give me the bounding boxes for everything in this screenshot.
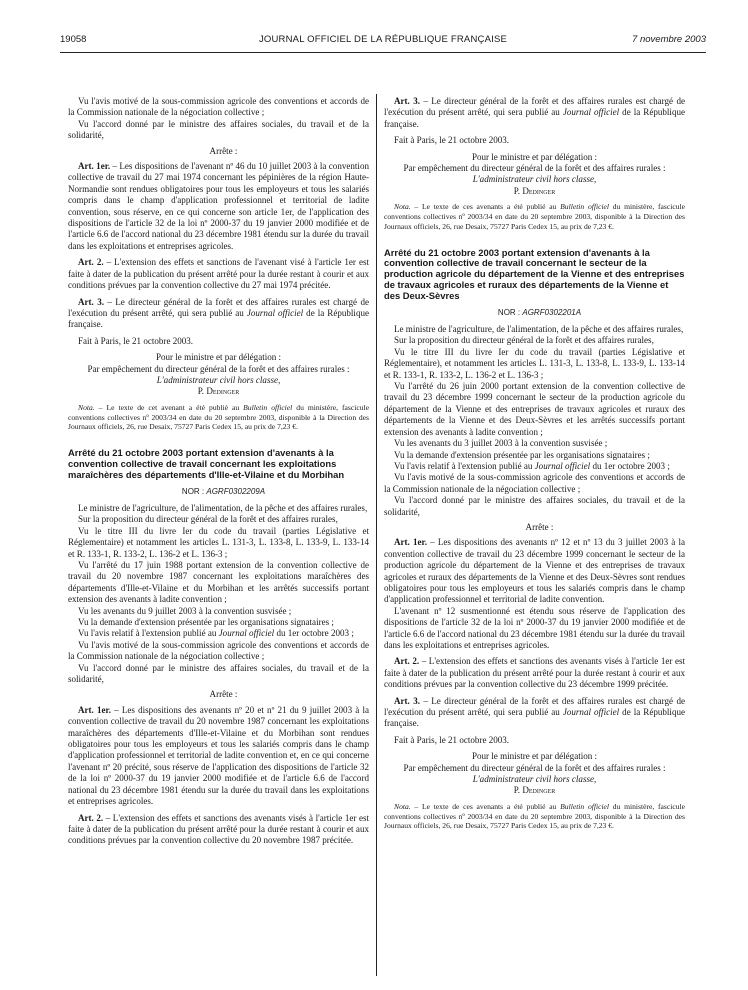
signature-place-date: Fait à Paris, le 21 octobre 2003. <box>78 335 194 346</box>
arrete-heading: Arrête : <box>525 521 554 532</box>
article-2: Art. 2. – L'extension des effets et sanctions des avenants visés à l'article 1er est faite à dater de la publication du présent arrêté pour la durée restant à courir et aux conditions prévues par la convention collective du 20 novembre 1987 précitée. <box>68 812 370 846</box>
article-1: Art. 1er. – Les dispositions des avenants nº 12 et nº 13 du 3 juillet 2003 à la convention collective de travail du 23 décembre 1999 concernant le secteur de la production agricole du département de la Vienne et des entreprises de travaux agricoles et ruraux des départements de la Vienne et des Deux-Sèvres sont rendues obligatoires pour tous les employeurs et tous les salariés compris dans le champ d'application professionnel et territorial de ladite convention. <box>384 537 686 605</box>
signature-title: L'administrateur civil hors classe, <box>472 774 597 785</box>
visa: Vu l'avis motivé de la sous-commission agricole des conventions et accords de la Commission nationale de la négociation collective ; <box>68 639 369 662</box>
right-column <box>384 96 685 831</box>
visa: Vu la demande d'extension présentée par les organisations signataires ; <box>394 449 650 460</box>
signatory-name: P. Dedinger <box>513 185 556 196</box>
arrete-heading: Arrête : <box>209 145 238 156</box>
visa: Vu l'accord donné par le ministre des affaires sociales, du travail et de la solidarité, <box>384 495 685 517</box>
visa: Vu l'arrêté du 26 juin 2000 portant extension de la convention collective de travail du 23 décembre 1999 concernant le secteur de la production agricole du département de la Vienne et des entreprises de travaux agricoles et ruraux des départements de la Vienne et des Deux-Sèvres et les arrêtés successifs portant extension des avenants à ladite convention ; <box>384 381 685 437</box>
visa: Vu l'avis motivé de la sous-commission agricole des conventions et accords de la Commission nationale de la négociation collective ; <box>68 96 369 118</box>
signature-line: Pour le ministre et par délégation : <box>155 352 282 363</box>
visa: Vu les avenants du 3 juillet 2003 à la convention susvisée ; <box>394 438 608 449</box>
visa: Vu l'avis motivé de la sous-commission agricole des conventions et accords de la Commission nationale de la négociation collective ; <box>384 472 685 494</box>
article-1: Art. 1er. – Les dispositions des avenants nº 20 et nº 21 du 9 juillet 2003 à la convention collective de travail du 20 novembre 1987 concernant les exploitations maraîchères des départements d'Ille-et-Vilaine et du Morbihan sont rendues obligatoires pour tous les employeurs et tous les salariés compris dans le champ d'application professionnel et territorial de ladite convention et, en ce qui concerne l'avenant nº 20 précité, sous réserve de l'application des dispositions de l'article 32 de la loi nº 2000-37 du 19 janvier 2000 modifiée et de l'article 6.6 de l'accord national du 23 décembre 1981 étendu sur la durée du travail dans les exploitations et entreprises agricoles. <box>68 704 370 807</box>
nota-note: Nota. – Le texte de ces avenants a été publié au Bulletin officiel du ministère, fascicule conventions collectives nº 2003/34 en date du 20 septembre 2003, disponible à la Direction des Journaux officiels, 26, rue Desaix, 75727 Paris Cedex 15, au prix de 7,23 €. <box>384 801 685 831</box>
signature-line: Par empêchement du directeur général de la forêt et des affaires rurales : <box>403 762 666 773</box>
visa: Vu l'arrêté du 17 juin 1988 portant extension de la convention collective de travail du 20 novembre 1987 concernant les exploitations maraîchères des départements d'Ille-et-Vilaine et du Morbihan et les arrêtés successifs portant extension des avenants à ladite convention ; <box>68 559 369 605</box>
article-2: Art. 2. – L'extension des effets et sanctions de l'avenant visé à l'article 1er est faite à dater de la publication du présent arrêté pour la durée restant à courir et aux conditions prévues par la convention collective du 27 mai 1974 précitée. <box>68 257 370 291</box>
nota-note: Nota. – Le texte de ces avenants a été publié au Bulletin officiel du ministère, fascicule conventions collectives nº 2003/34 en date du 20 septembre 2003, disponible à la Direction des Journaux officiels, 26, rue Desaix, 75727 Paris Cedex 15, au prix de 7,23 €. <box>384 202 685 231</box>
nor-reference: NOR : AGRF0302201A <box>497 307 582 317</box>
visa: Le ministre de l'agriculture, de l'alimentation, de la pêche et des affaires rurales, <box>78 502 368 513</box>
visa: Vu les avenants du 9 juillet 2003 à la convention susvisée ; <box>78 605 292 616</box>
article-2: Art. 2. – L'extension des effets et sanctions des avenants visés à l'article 1er est faite à dater de la publication du présent arrêté pour la durée restant à courir et aux conditions prévues par la convention collective du 23 décembre 1999 précitée. <box>384 656 686 690</box>
visa: Vu l'accord donné par le ministre des affaires sociales, du travail et de la solidarité, <box>68 118 369 141</box>
article-1-paragraph: L'avenant nº 12 susmentionné est étendu sous réserve de l'application des dispositions de l'article 32 de la loi nº 2000-37 du 19 janvier 2000 modifiée et de l'article 6.6 de l'accord national du 23 décembre 1981 étendu sur la durée du travail dans les exploitations et entreprises agricoles. <box>384 605 685 650</box>
article-3: Art. 3. – Le directeur général de la forêt et des affaires rurales est chargé de l'exécution du présent arrêté, qui sera publié au Journal officiel de la République française. <box>384 96 686 129</box>
issue-date: 7 novembre 2003 <box>632 34 706 45</box>
signatory-name: P. Dedinger <box>513 785 556 796</box>
signature-title: L'administrateur civil hors classe, <box>156 374 281 385</box>
signature-place-date: Fait à Paris, le 21 octobre 2003. <box>394 135 510 146</box>
signature-title: L'administrateur civil hors classe, <box>472 174 597 185</box>
article-3: Art. 3. – Le directeur général de la forêt et des affaires rurales est chargé de l'exécution du présent arrêté, qui sera publié au Journal officiel de la République française. <box>68 296 370 330</box>
signature-line: Par empêchement du directeur général de la forêt et des affaires rurales : <box>403 163 666 174</box>
header-rule <box>60 52 706 53</box>
visa: Vu la demande d'extension présentée par les organisations signataires ; <box>78 617 334 627</box>
nota-note: Nota. – Le texte de cet avenant a été publié au Bulletin officiel du ministère, fascicule conventions collectives nº 2003/34 en date du 20 septembre 2003, disponible à la Direction des Journaux officiels, 26, rue Desaix, 75727 Paris Cedex 15, au prix de 7,23 €. <box>68 402 369 432</box>
journal-title: JOURNAL OFFICIEL DE LA RÉPUBLIQUE FRANÇAISE <box>258 34 508 45</box>
visa: Sur la proposition du directeur général de la forêt et des affaires rurales, <box>394 335 654 346</box>
visa: Sur la proposition du directeur général de la forêt et des affaires rurales, <box>78 514 338 525</box>
decree-title: Arrêté du 21 octobre 2003 portant extension d'avenants à la convention collective de travail concernant les exploitations maraîchères des départements d'Ille-et-Vilaine et du Morbihan <box>68 447 345 480</box>
page-number: 19058 <box>60 34 87 45</box>
visa: Le ministre de l'agriculture, de l'alimentation, de la pêche et des affaires rurales, <box>394 324 684 335</box>
signatory-name: P. Dedinger <box>197 386 240 397</box>
visa: Vu l'avis relatif à l'extension publié au Journal officiel du 1er octobre 2003 ; <box>78 628 354 639</box>
signature-place-date: Fait à Paris, le 21 octobre 2003. <box>394 734 510 745</box>
visa: Vu l'avis relatif à l'extension publié au Journal officiel du 1er octobre 2003 ; <box>394 460 670 471</box>
article-3: Art. 3. – Le directeur général de la forêt et des affaires rurales est chargé de l'exécution du présent arrêté, qui sera publié au Journal officiel de la République française. <box>384 695 686 729</box>
signature-line: Par empêchement du directeur général de la forêt et des affaires rurales : <box>87 363 350 374</box>
arrete-heading: Arrête : <box>209 689 238 700</box>
column-divider <box>376 94 377 976</box>
left-column <box>68 96 369 847</box>
article-1: Art. 1er. – Les dispositions de l'avenant nº 46 du 10 juillet 2003 à la convention collective de travail du 27 mai 1974 concernant les pépinières de la région Haute-Normandie sont rendues obligatoires pour tous les employeurs et tous les salariés compris dans le champ d'application professionnel et territorial de ladite convention, sous réserve, en ce qui concerne son article 1er, de l'application des dispositions de l'article 32 de la loi nº 2000-37 du 19 janvier 2000 modifiée et de l'article 6.6 de l'accord national du 23 décembre 1981 étendu sur la durée du travail dans les exploitations et entreprises agricoles. <box>68 161 369 251</box>
decree-title: Arrêté du 21 octobre 2003 portant extension d'avenants à la convention collective de travail concernant le secteur de la production agricole du département de la Vienne et des entreprises de travaux agricoles et ruraux des départements de la Vienne et des Deux-Sèvres <box>384 246 685 301</box>
visa: Vu l'accord donné par le ministre des affaires sociales, du travail et de la solidarité, <box>68 662 369 685</box>
visa: Vu le titre III du livre Ier du code du travail (parties Législative et Réglementaire) et notamment les articles L. 131-3, L. 133-8, L. 133-9, L. 133-14 et R. 133-1, R. 133-2, L. 136-2 et L. 136-3 ; <box>68 525 369 559</box>
visa: Vu le titre III du livre Ier du code du travail (parties Législative et Réglementaire), et notamment les articles L. 131-3, L. 133-8, L. 133-9, L. 133-14 et R. 133-1, R. 133-2, L. 136-2 et L. 136-3 ; <box>384 346 685 380</box>
signature-line: Pour le ministre et par délégation : <box>471 751 598 762</box>
page-header <box>60 34 706 48</box>
nor-reference: NOR : AGRF0302209A <box>181 486 266 496</box>
signature-line: Pour le ministre et par délégation : <box>471 151 598 162</box>
